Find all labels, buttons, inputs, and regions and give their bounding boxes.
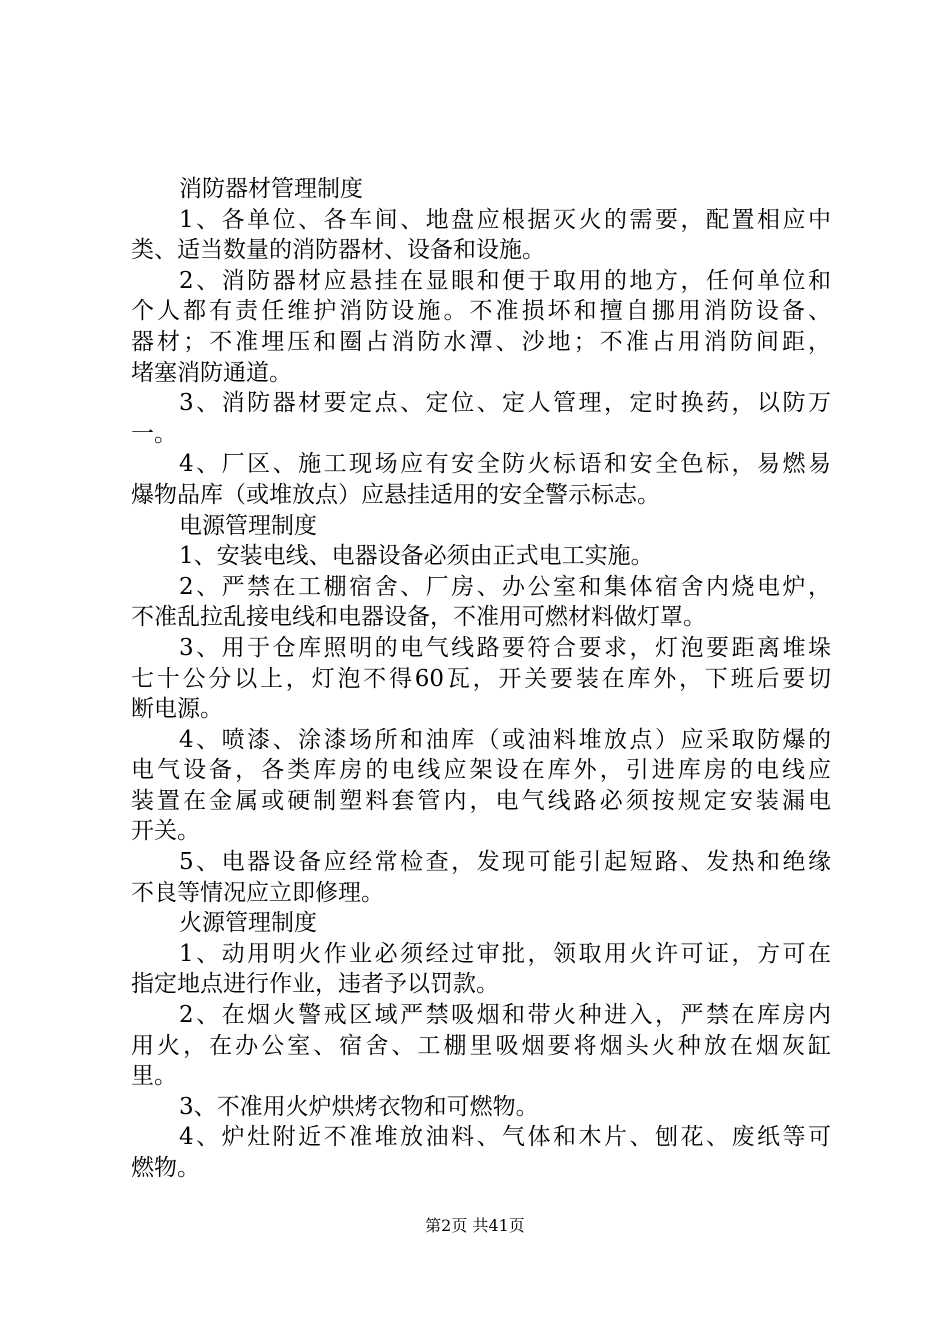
- text-line: 1、动用明火作业必须经过审批，领取用火许可证，方可在: [179, 940, 831, 967]
- text-line: 4、炉灶附近不准堆放油料、气体和木片、刨花、废纸等可: [179, 1124, 831, 1151]
- text-line: 爆物品库（或堆放点）应悬挂适用的安全警示标志。: [131, 481, 660, 508]
- text-line: 七十公分以上，灯泡不得60瓦，开关要装在库外，下班后要切: [131, 665, 831, 692]
- text-line: 指定地点进行作业，违者予以罚款。: [131, 971, 499, 998]
- text-line: 2、严禁在工棚宿舍、厂房、办公室和集体宿舍内烧电炉，: [179, 573, 831, 600]
- text-line: 3、不准用火炉烘烤衣物和可燃物。: [179, 1093, 539, 1120]
- text-line: 燃物。: [131, 1155, 200, 1181]
- text-line: 用火，在办公室、宿舍、工棚里吸烟要将烟头火种放在烟灰缸: [131, 1032, 831, 1059]
- text-line: 不良等情况应立即修理。: [131, 879, 384, 906]
- text-line: 2、消防器材应悬挂在显眼和便于取用的地方，任何单位和: [179, 267, 831, 294]
- page-number-footer: 第2页 共41页: [425, 1216, 525, 1235]
- text-line: 1、各单位、各车间、地盘应根据灭火的需要，配置相应中: [179, 206, 831, 233]
- text-line: 开关。: [131, 818, 200, 845]
- text-line: 电气设备，各类库房的电线应架设在库外，引进库房的电线应: [131, 757, 831, 784]
- document-body: [131, 174, 831, 1184]
- text-line: 一。: [131, 420, 177, 447]
- text-line: 4、厂区、施工现场应有安全防火标语和安全色标，易燃易: [179, 451, 831, 478]
- text-line: 3、消防器材要定点、定位、定人管理，定时换药，以防万: [179, 390, 831, 417]
- text-line: 2、在烟火警戒区域严禁吸烟和带火种进入，严禁在库房内: [179, 1002, 831, 1029]
- text-line: 1、安装电线、电器设备必须由正式电工实施。: [179, 543, 654, 570]
- text-line: 堵塞消防通道。: [131, 359, 292, 386]
- text-line: 消防器材管理制度: [179, 176, 363, 202]
- text-line: 电源管理制度: [179, 512, 317, 539]
- text-line: 4、喷漆、涂漆场所和油库（或油料堆放点）应采取防爆的: [179, 726, 831, 753]
- text-line: 里。: [131, 1063, 177, 1090]
- text-line: 个人都有责任维护消防设施。不准损坏和擅自挪用消防设备、: [131, 298, 831, 325]
- text-line: 不准乱拉乱接电线和电器设备，不准用可燃材料做灯罩。: [131, 604, 706, 631]
- text-line: 类、适当数量的消防器材、设备和设施。: [131, 237, 545, 264]
- text-line: 断电源。: [131, 696, 223, 723]
- text-line: 火源管理制度: [179, 910, 317, 937]
- text-line: 5、电器设备应经常检查，发现可能引起短路、发热和绝缘: [179, 849, 831, 876]
- text-line: 3、用于仓库照明的电气线路要符合要求，灯泡要距离堆垛: [179, 634, 831, 661]
- text-line: 器材；不准埋压和圈占消防水潭、沙地；不准占用消防间距，: [131, 328, 831, 355]
- text-line: 装置在金属或硬制塑料套管内，电气线路必须按规定安装漏电: [131, 787, 831, 814]
